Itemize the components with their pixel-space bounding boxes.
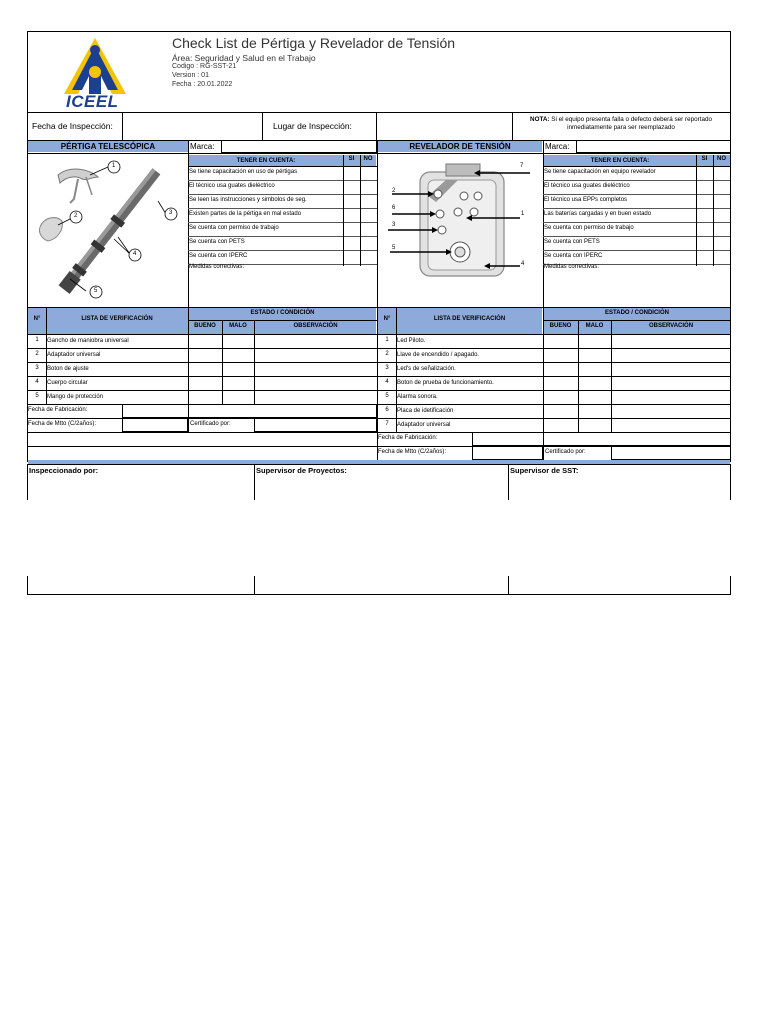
left-tener-si-checkbox[interactable] — [343, 194, 360, 208]
signature-box-proyectos[interactable] — [254, 500, 508, 595]
right-marca-field[interactable] — [576, 140, 731, 153]
revelador-callout-7: 7 — [520, 163, 524, 169]
right-check-observacion-cell[interactable] — [611, 362, 731, 376]
left-mtto-label: Fecha de Mtto (C/2años): — [28, 421, 97, 427]
left-tener-si-checkbox[interactable] — [343, 222, 360, 236]
right-bueno-header: BUENO — [549, 323, 572, 329]
right-tener-no-checkbox[interactable] — [713, 250, 730, 264]
right-tener-item: El técnico usa EPPs completos — [544, 197, 628, 203]
left-tener-item: Se cuenta con IPERC — [189, 253, 248, 259]
left-tener-no-checkbox[interactable] — [360, 208, 377, 222]
right-check-malo-cell[interactable] — [578, 404, 611, 418]
left-check-bueno-cell[interactable] — [188, 334, 222, 348]
left-estado-header: ESTADO / CONDICIÓN — [250, 310, 315, 316]
pertiga-callout-1: 1 — [112, 163, 116, 169]
right-medidas-label: Medidas correctivas: — [544, 264, 600, 270]
pertiga-title: PÉRTIGA TELESCÓPICA — [60, 142, 156, 151]
left-fabricacion-label: Fecha de Fabricación: — [28, 407, 88, 413]
right-tener-si-checkbox[interactable] — [696, 222, 713, 236]
right-check-bueno-cell[interactable] — [543, 390, 578, 404]
left-tener-si-checkbox[interactable] — [343, 166, 360, 180]
left-tener-si-checkbox[interactable] — [343, 250, 360, 264]
right-check-label: Boton de prueba de funcionamiento. — [397, 380, 494, 386]
pertiga-callout-3: 3 — [169, 210, 173, 216]
right-tener-no-checkbox[interactable] — [713, 180, 730, 194]
right-tener-no-checkbox[interactable] — [713, 208, 730, 222]
right-check-bueno-cell[interactable] — [543, 348, 578, 362]
left-tener-item: El técnico usa guates dieléctrico — [189, 183, 275, 189]
right-check-observacion-cell[interactable] — [611, 376, 731, 390]
left-tener-no-checkbox[interactable] — [360, 194, 377, 208]
company-logo — [60, 36, 130, 114]
right-check-number: 5 — [385, 393, 389, 399]
right-tener-no-checkbox[interactable] — [713, 194, 730, 208]
right-tener-si-checkbox[interactable] — [696, 208, 713, 222]
right-check-number: 6 — [385, 407, 389, 413]
left-check-bueno-cell[interactable] — [188, 376, 222, 390]
right-mtto-label: Fecha de Mtto (C/2años): — [378, 449, 447, 455]
lugar-inspeccion-field[interactable] — [376, 112, 513, 141]
left-tener-item: Se cuenta con permiso de trabajo — [189, 225, 279, 231]
left-bueno-header: BUENO — [194, 323, 216, 329]
left-check-number: 5 — [35, 393, 39, 399]
right-tener-item: Se cuenta con PETS — [544, 239, 600, 245]
right-check-label: Led's de señalización. — [397, 366, 456, 372]
right-check-number: 2 — [385, 351, 389, 357]
right-certificado-field[interactable] — [611, 446, 731, 460]
left-check-malo-cell[interactable] — [222, 390, 254, 404]
left-tener-item: Se tiene capacitación en uso de pértigas — [189, 169, 298, 175]
left-tener-no-checkbox[interactable] — [360, 166, 377, 180]
right-check-number: 4 — [385, 379, 389, 385]
left-tener-si-checkbox[interactable] — [343, 236, 360, 250]
revelador-diagram — [380, 156, 542, 306]
right-check-malo-cell[interactable] — [578, 334, 611, 348]
right-tener-item: Se tiene capacitación en equipo revelador — [544, 169, 656, 175]
left-check-malo-cell[interactable] — [222, 334, 254, 348]
left-check-observacion-cell[interactable] — [254, 376, 377, 390]
header-codigo: Codigo : RG-SST-21 — [172, 63, 237, 70]
pertiga-callout-2: 2 — [74, 213, 78, 219]
right-certificado-label: Certificado por: — [545, 449, 586, 455]
left-certificado-label: Certificado por: — [190, 421, 231, 427]
right-tener-si-checkbox[interactable] — [696, 166, 713, 180]
left-tener-si-checkbox[interactable] — [343, 180, 360, 194]
right-si-header: SI — [701, 156, 708, 162]
right-check-malo-cell[interactable] — [578, 418, 611, 432]
left-check-bueno-cell[interactable] — [188, 362, 222, 376]
pertiga-callout-4: 4 — [133, 251, 137, 257]
revelador-callout-3: 3 — [392, 222, 396, 228]
page-title: Check List de Pértiga y Revelador de Tensión — [172, 35, 456, 51]
left-check-malo-cell[interactable] — [222, 362, 254, 376]
right-fabricacion-label: Fecha de Fabricación: — [378, 435, 438, 441]
left-tener-item: Existen partes de la pértiga en mal estado — [189, 211, 302, 217]
left-check-malo-cell[interactable] — [222, 376, 254, 390]
right-tener-si-checkbox[interactable] — [696, 250, 713, 264]
right-tener-item: Se cuenta con permiso de trabajo — [544, 225, 634, 231]
right-estado-header: ESTADO / CONDICIÓN — [605, 310, 669, 316]
left-certificado-field[interactable] — [254, 418, 377, 432]
header-area: Área: Seguridad y Salud en el Trabajo — [172, 53, 316, 63]
left-n-header: N° — [33, 316, 41, 322]
left-check-observacion-cell[interactable] — [254, 362, 377, 376]
lugar-inspeccion-label: Lugar de Inspección: — [273, 121, 352, 131]
left-check-bueno-cell[interactable] — [188, 390, 222, 404]
left-observacion-header: OBSERVACIÓN — [293, 323, 338, 329]
left-medidas-label: Medidas correctivas: — [189, 264, 245, 270]
nota-text: NOTA: Si el equipo presenta falla o defecto deberá ser reportado inmediatamente para ser reemplazado — [530, 116, 712, 131]
right-tener-no-checkbox[interactable] — [713, 222, 730, 236]
right-check-bueno-cell[interactable] — [543, 404, 578, 418]
left-marca-label: Marca: — [190, 142, 215, 151]
left-check-label: Mango de protección — [47, 394, 104, 400]
pertiga-diagram — [30, 155, 186, 305]
right-check-malo-cell[interactable] — [578, 362, 611, 376]
right-check-observacion-cell[interactable] — [611, 404, 731, 418]
left-marca-field[interactable] — [221, 140, 377, 153]
right-tener-si-checkbox[interactable] — [696, 180, 713, 194]
right-tener-si-checkbox[interactable] — [696, 236, 713, 250]
left-tener-no-checkbox[interactable] — [360, 250, 377, 264]
right-tener-no-checkbox[interactable] — [713, 166, 730, 180]
right-marca-label: Marca: — [545, 142, 570, 151]
left-check-label: Adaptador universal — [47, 352, 101, 358]
logo-text: ICEEL — [66, 92, 119, 111]
right-lista-header: LISTA DE VERIFICACIÓN — [433, 316, 506, 322]
revelador-callout-5: 5 — [392, 245, 396, 251]
right-tener-header: TENER EN CUENTA: — [590, 158, 650, 164]
supervisor-sst-label: Supervisor de SST: — [510, 466, 579, 475]
left-tener-no-checkbox[interactable] — [360, 222, 377, 236]
left-si-header: SI — [348, 156, 355, 162]
left-check-observacion-cell[interactable] — [254, 334, 377, 348]
right-check-malo-cell[interactable] — [578, 390, 611, 404]
right-check-label: Llave de encendido / apagado. — [397, 352, 480, 358]
right-check-bueno-cell[interactable] — [543, 334, 578, 348]
signature-box-inspeccionado[interactable] — [27, 500, 254, 595]
right-malo-header: MALO — [585, 323, 604, 329]
right-check-observacion-cell[interactable] — [611, 418, 731, 432]
right-check-bueno-cell[interactable] — [543, 418, 578, 432]
right-mtto-field[interactable] — [472, 446, 543, 460]
revelador-title: REVELADOR DE TENSIÓN — [409, 142, 511, 151]
right-check-observacion-cell[interactable] — [611, 334, 731, 348]
left-check-observacion-cell[interactable] — [254, 390, 377, 404]
left-check-number: 1 — [35, 337, 39, 343]
right-no-header: NO — [717, 156, 726, 162]
supervisor-proyectos-label: Supervisor de Proyectos: — [256, 466, 347, 475]
left-check-number: 3 — [35, 365, 39, 371]
left-mtto-field[interactable] — [122, 418, 188, 432]
left-no-header: NO — [363, 156, 373, 162]
right-check-number: 7 — [385, 421, 389, 427]
left-tener-item: Se cuenta con PETS — [189, 239, 245, 245]
left-check-label: Boton de ajuste — [47, 366, 89, 372]
right-check-observacion-cell[interactable] — [611, 348, 731, 362]
left-check-malo-cell[interactable] — [222, 348, 254, 362]
right-check-malo-cell[interactable] — [578, 376, 611, 390]
left-tener-item: Se leen las instrucciones y simbolos de seg. — [189, 197, 307, 203]
right-check-observacion-cell[interactable] — [611, 390, 731, 404]
fecha-inspeccion-field[interactable] — [122, 112, 263, 141]
right-check-bueno-cell[interactable] — [543, 362, 578, 376]
right-check-malo-cell[interactable] — [578, 348, 611, 362]
right-check-label: Placa de idetificación — [397, 408, 454, 414]
right-check-label: Adaptador universal — [397, 422, 451, 428]
right-check-number: 1 — [385, 337, 389, 343]
left-check-label: Cuerpo circular — [47, 380, 88, 386]
left-check-number: 4 — [35, 379, 39, 385]
left-check-bueno-cell[interactable] — [188, 348, 222, 362]
left-check-label: Gancho de maniobra universal — [47, 338, 129, 344]
right-check-label: Alarma sonora. — [397, 394, 438, 400]
inspeccionado-label: Inspeccionado por: — [29, 466, 99, 475]
left-check-number: 2 — [35, 351, 39, 357]
right-tener-item: Las baterías cargadas y en buen estado — [544, 211, 652, 217]
revelador-callout-1: 1 — [521, 211, 525, 217]
left-tener-si-checkbox[interactable] — [343, 208, 360, 222]
left-check-observacion-cell[interactable] — [254, 348, 377, 362]
left-tener-no-checkbox[interactable] — [360, 180, 377, 194]
left-tener-no-checkbox[interactable] — [360, 236, 377, 250]
right-tener-item: El técnico usa guates dieléctrico — [544, 183, 630, 189]
revelador-callout-6: 6 — [392, 205, 396, 211]
header-version: Version : 01 — [172, 72, 209, 79]
right-tener-si-checkbox[interactable] — [696, 194, 713, 208]
right-observacion-header: OBSERVACIÓN — [648, 323, 694, 329]
right-n-header: N° — [383, 316, 391, 322]
revelador-callout-2: 2 — [392, 188, 396, 194]
right-tener-item: Se cuenta con IPERC — [544, 253, 603, 259]
right-check-number: 3 — [385, 365, 389, 371]
left-fabricacion-field[interactable] — [122, 404, 377, 418]
pertiga-callout-5: 5 — [94, 288, 98, 294]
left-lista-header: LISTA DE VERIFICACIÓN — [81, 316, 153, 322]
fecha-inspeccion-label: Fecha de Inspección: — [32, 121, 113, 131]
right-tener-no-checkbox[interactable] — [713, 236, 730, 250]
left-tener-header: TENER EN CUENTA: — [236, 158, 296, 164]
signature-box-sst[interactable] — [508, 500, 730, 595]
revelador-callout-4: 4 — [521, 261, 525, 267]
header-fecha: Fecha : 20.01.2022 — [172, 81, 233, 88]
right-check-label: Led Piloto. — [397, 338, 426, 344]
left-malo-header: MALO — [229, 323, 247, 329]
right-fabricacion-field[interactable] — [472, 432, 731, 446]
right-check-bueno-cell[interactable] — [543, 376, 578, 390]
